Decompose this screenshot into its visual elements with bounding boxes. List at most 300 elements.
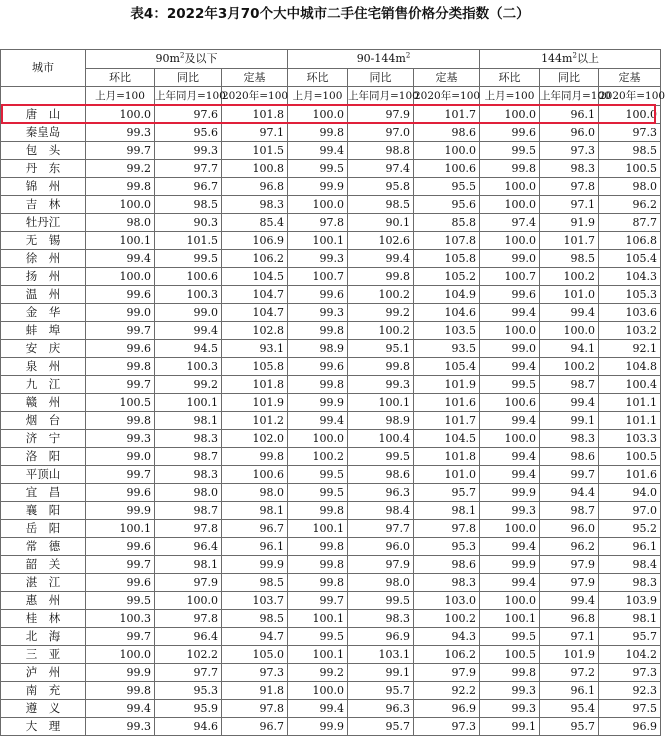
index-value: 98.3 bbox=[348, 610, 414, 628]
index-value: 97.8 bbox=[155, 520, 222, 538]
index-value: 98.3 bbox=[155, 466, 222, 484]
sub-header: 环比 bbox=[86, 69, 155, 87]
index-value: 94.4 bbox=[540, 484, 599, 502]
index-value: 95.7 bbox=[540, 718, 599, 736]
index-value: 99.1 bbox=[348, 664, 414, 682]
index-value: 99.1 bbox=[480, 718, 540, 736]
index-value: 101.2 bbox=[222, 412, 288, 430]
index-value: 97.4 bbox=[348, 160, 414, 178]
index-value: 98.3 bbox=[540, 430, 599, 448]
base-header: 2020年=100 bbox=[222, 87, 288, 106]
index-value: 101.7 bbox=[414, 412, 480, 430]
group-header-medium: $90-144m^2$ bbox=[288, 50, 480, 69]
table-row bbox=[1, 106, 661, 124]
index-value: 100.0 bbox=[86, 268, 155, 286]
index-value: 106.8 bbox=[599, 232, 661, 250]
index-value: 100.6 bbox=[155, 268, 222, 286]
index-value: 100.0 bbox=[288, 106, 348, 124]
index-value: 99.1 bbox=[540, 412, 599, 430]
index-value: 99.3 bbox=[480, 502, 540, 520]
index-value: 95.5 bbox=[414, 178, 480, 196]
index-value: 99.4 bbox=[540, 394, 599, 412]
city-name: 北 海 bbox=[1, 628, 86, 646]
index-value: 97.9 bbox=[348, 106, 414, 124]
index-value: 95.6 bbox=[414, 196, 480, 214]
index-value: 99.0 bbox=[155, 304, 222, 322]
city-name: 牡丹江 bbox=[1, 214, 86, 232]
index-value: 100.0 bbox=[480, 592, 540, 610]
index-value: 99.4 bbox=[348, 250, 414, 268]
table-row bbox=[1, 448, 661, 466]
index-value: 96.4 bbox=[155, 628, 222, 646]
table-row bbox=[1, 574, 661, 592]
index-value: 103.3 bbox=[599, 430, 661, 448]
table-row bbox=[1, 682, 661, 700]
header-row-base bbox=[1, 87, 661, 106]
index-value: 99.4 bbox=[155, 322, 222, 340]
city-name: 扬 州 bbox=[1, 268, 86, 286]
index-value: 104.9 bbox=[414, 286, 480, 304]
index-value: 99.8 bbox=[288, 322, 348, 340]
table-row bbox=[1, 628, 661, 646]
index-value: 98.3 bbox=[599, 574, 661, 592]
table-row bbox=[1, 304, 661, 322]
index-value: 100.1 bbox=[480, 610, 540, 628]
index-value: 95.8 bbox=[348, 178, 414, 196]
index-value: 95.7 bbox=[599, 628, 661, 646]
index-value: 99.8 bbox=[86, 358, 155, 376]
table-row bbox=[1, 286, 661, 304]
city-name: 济 宁 bbox=[1, 430, 86, 448]
city-name: 锦 州 bbox=[1, 178, 86, 196]
city-name: 韶 关 bbox=[1, 556, 86, 574]
header-row-groups bbox=[1, 50, 661, 69]
index-value: 99.6 bbox=[86, 286, 155, 304]
index-value: 91.9 bbox=[540, 214, 599, 232]
index-value: 96.1 bbox=[599, 538, 661, 556]
index-value: 96.3 bbox=[348, 484, 414, 502]
index-value: 98.7 bbox=[540, 502, 599, 520]
index-value: 99.8 bbox=[288, 556, 348, 574]
table-row bbox=[1, 412, 661, 430]
index-value: 101.7 bbox=[540, 232, 599, 250]
city-name: 南 充 bbox=[1, 682, 86, 700]
index-value: 99.0 bbox=[480, 250, 540, 268]
index-value: 99.8 bbox=[348, 268, 414, 286]
index-value: 97.3 bbox=[599, 124, 661, 142]
index-value: 98.6 bbox=[540, 448, 599, 466]
index-value: 104.2 bbox=[599, 646, 661, 664]
city-name: 安 庆 bbox=[1, 340, 86, 358]
index-value: 99.8 bbox=[288, 502, 348, 520]
index-value: 99.4 bbox=[480, 304, 540, 322]
index-value: 100.0 bbox=[155, 592, 222, 610]
index-value: 99.4 bbox=[86, 700, 155, 718]
index-value: 100.1 bbox=[86, 520, 155, 538]
group-header-large: $144m^2$以上 bbox=[480, 50, 661, 69]
index-value: 99.3 bbox=[348, 376, 414, 394]
index-value: 100.4 bbox=[348, 430, 414, 448]
index-value: 99.3 bbox=[480, 682, 540, 700]
index-value: 96.8 bbox=[222, 178, 288, 196]
city-name: 大 理 bbox=[1, 718, 86, 736]
index-value: 100.0 bbox=[288, 430, 348, 448]
table-row bbox=[1, 394, 661, 412]
index-value: 97.8 bbox=[414, 520, 480, 538]
index-value: 99.2 bbox=[155, 376, 222, 394]
index-value: 96.2 bbox=[599, 196, 661, 214]
table-row bbox=[1, 232, 661, 250]
index-value: 98.5 bbox=[540, 250, 599, 268]
index-value: 97.3 bbox=[540, 142, 599, 160]
index-value: 100.6 bbox=[222, 466, 288, 484]
table-row bbox=[1, 358, 661, 376]
base-header: 2020年=100 bbox=[414, 87, 480, 106]
index-value: 100.3 bbox=[155, 358, 222, 376]
index-value: 99.8 bbox=[480, 160, 540, 178]
index-value: 97.1 bbox=[540, 196, 599, 214]
index-value: 93.1 bbox=[222, 340, 288, 358]
city-column-header: 城市 bbox=[1, 50, 86, 87]
index-value: 98.5 bbox=[599, 142, 661, 160]
index-value: 99.4 bbox=[540, 304, 599, 322]
index-value: 107.8 bbox=[414, 232, 480, 250]
index-value: 95.1 bbox=[348, 340, 414, 358]
index-value: 106.2 bbox=[222, 250, 288, 268]
index-value: 98.0 bbox=[155, 484, 222, 502]
index-value: 97.6 bbox=[155, 106, 222, 124]
city-name: 惠 州 bbox=[1, 592, 86, 610]
index-value: 97.7 bbox=[348, 520, 414, 538]
index-value: 97.3 bbox=[222, 664, 288, 682]
city-name: 金 华 bbox=[1, 304, 86, 322]
index-value: 98.0 bbox=[599, 178, 661, 196]
index-value: 99.4 bbox=[480, 358, 540, 376]
city-name: 洛 阳 bbox=[1, 448, 86, 466]
index-value: 104.3 bbox=[599, 268, 661, 286]
index-value: 90.3 bbox=[155, 214, 222, 232]
index-value: 100.7 bbox=[288, 268, 348, 286]
index-value: 99.4 bbox=[288, 700, 348, 718]
city-name: 无 锡 bbox=[1, 232, 86, 250]
index-value: 98.1 bbox=[222, 502, 288, 520]
index-value: 98.4 bbox=[348, 502, 414, 520]
index-value: 96.2 bbox=[540, 538, 599, 556]
index-value: 104.6 bbox=[414, 304, 480, 322]
index-value: 100.3 bbox=[155, 286, 222, 304]
index-value: 98.9 bbox=[348, 412, 414, 430]
index-value: 99.5 bbox=[480, 376, 540, 394]
index-value: 100.1 bbox=[86, 232, 155, 250]
index-value: 96.0 bbox=[348, 538, 414, 556]
index-value: 100.1 bbox=[288, 232, 348, 250]
index-value: 97.9 bbox=[540, 574, 599, 592]
table-row bbox=[1, 340, 661, 358]
index-value: 96.1 bbox=[222, 538, 288, 556]
index-value: 97.7 bbox=[155, 664, 222, 682]
index-value: 100.2 bbox=[348, 322, 414, 340]
index-value: 99.8 bbox=[348, 358, 414, 376]
index-value: 100.0 bbox=[480, 196, 540, 214]
index-value: 99.5 bbox=[86, 592, 155, 610]
index-value: 99.2 bbox=[86, 160, 155, 178]
index-value: 99.9 bbox=[480, 556, 540, 574]
index-value: 99.6 bbox=[288, 286, 348, 304]
index-value: 99.5 bbox=[288, 466, 348, 484]
index-value: 101.8 bbox=[222, 376, 288, 394]
index-value: 98.6 bbox=[414, 124, 480, 142]
index-value: 100.3 bbox=[86, 610, 155, 628]
index-value: 87.7 bbox=[599, 214, 661, 232]
index-value: 97.0 bbox=[599, 502, 661, 520]
index-value: 97.9 bbox=[540, 556, 599, 574]
index-value: 99.4 bbox=[288, 142, 348, 160]
index-value: 99.8 bbox=[86, 682, 155, 700]
index-value: 96.0 bbox=[540, 124, 599, 142]
city-name: 常 德 bbox=[1, 538, 86, 556]
index-value: 99.5 bbox=[480, 628, 540, 646]
index-value: 99.4 bbox=[480, 448, 540, 466]
index-value: 100.0 bbox=[86, 196, 155, 214]
index-value: 103.5 bbox=[414, 322, 480, 340]
index-value: 105.8 bbox=[222, 358, 288, 376]
index-value: 99.4 bbox=[480, 466, 540, 484]
index-value: 101.1 bbox=[599, 394, 661, 412]
index-value: 97.9 bbox=[155, 574, 222, 592]
index-value: 100.7 bbox=[480, 268, 540, 286]
index-value: 99.7 bbox=[540, 466, 599, 484]
index-value: 99.7 bbox=[86, 466, 155, 484]
city-name: 襄 阳 bbox=[1, 502, 86, 520]
index-value: 105.0 bbox=[222, 646, 288, 664]
index-value: 99.8 bbox=[222, 448, 288, 466]
index-value: 98.7 bbox=[155, 502, 222, 520]
base-header: 上年同月=100 bbox=[155, 87, 222, 106]
index-value: 85.4 bbox=[222, 214, 288, 232]
index-value: 97.5 bbox=[599, 700, 661, 718]
index-value: 100.2 bbox=[540, 268, 599, 286]
index-value: 101.7 bbox=[414, 106, 480, 124]
city-name: 岳 阳 bbox=[1, 520, 86, 538]
index-value: 98.8 bbox=[348, 142, 414, 160]
city-name: 烟 台 bbox=[1, 412, 86, 430]
index-value: 97.3 bbox=[414, 718, 480, 736]
table-row bbox=[1, 124, 661, 142]
index-value: 98.1 bbox=[155, 412, 222, 430]
index-value: 105.3 bbox=[599, 286, 661, 304]
index-value: 99.8 bbox=[288, 124, 348, 142]
index-value: 99.8 bbox=[480, 664, 540, 682]
city-name: 遵 义 bbox=[1, 700, 86, 718]
index-value: 98.3 bbox=[540, 160, 599, 178]
city-name: 包 头 bbox=[1, 142, 86, 160]
index-value: 102.6 bbox=[348, 232, 414, 250]
index-value: 100.0 bbox=[599, 106, 661, 124]
index-value: 104.7 bbox=[222, 286, 288, 304]
index-value: 96.0 bbox=[540, 520, 599, 538]
city-name: 丹 东 bbox=[1, 160, 86, 178]
index-value: 99.3 bbox=[86, 430, 155, 448]
index-value: 98.9 bbox=[288, 340, 348, 358]
index-value: 99.5 bbox=[288, 484, 348, 502]
table-row bbox=[1, 556, 661, 574]
index-value: 99.7 bbox=[86, 556, 155, 574]
index-value: 102.0 bbox=[222, 430, 288, 448]
table-row bbox=[1, 700, 661, 718]
index-value: 99.4 bbox=[480, 574, 540, 592]
index-value: 96.3 bbox=[348, 700, 414, 718]
table-row bbox=[1, 646, 661, 664]
index-value: 100.2 bbox=[348, 286, 414, 304]
base-header: 上月=100 bbox=[86, 87, 155, 106]
index-value: 101.6 bbox=[599, 466, 661, 484]
index-value: 100.5 bbox=[480, 646, 540, 664]
index-value: 97.0 bbox=[348, 124, 414, 142]
index-value: 96.1 bbox=[540, 106, 599, 124]
table-row bbox=[1, 430, 661, 448]
index-value: 105.2 bbox=[414, 268, 480, 286]
index-value: 101.0 bbox=[540, 286, 599, 304]
index-value: 106.9 bbox=[222, 232, 288, 250]
index-value: 100.0 bbox=[86, 646, 155, 664]
sub-header: 定基 bbox=[599, 69, 661, 87]
index-value: 99.9 bbox=[222, 556, 288, 574]
city-name: 吉 林 bbox=[1, 196, 86, 214]
index-value: 104.5 bbox=[414, 430, 480, 448]
table-row bbox=[1, 196, 661, 214]
sub-header: 同比 bbox=[155, 69, 222, 87]
index-value: 92.2 bbox=[414, 682, 480, 700]
index-value: 101.9 bbox=[540, 646, 599, 664]
index-value: 98.1 bbox=[599, 610, 661, 628]
index-value: 98.0 bbox=[86, 214, 155, 232]
city-name: 唐 山 bbox=[1, 106, 86, 124]
base-header: 上年同月=100 bbox=[348, 87, 414, 106]
index-value: 98.5 bbox=[222, 610, 288, 628]
index-value: 99.8 bbox=[86, 178, 155, 196]
sub-header: 同比 bbox=[540, 69, 599, 87]
index-value: 100.0 bbox=[288, 682, 348, 700]
index-value: 104.8 bbox=[599, 358, 661, 376]
index-value: 100.2 bbox=[540, 358, 599, 376]
index-value: 100.0 bbox=[480, 430, 540, 448]
price-index-table bbox=[0, 49, 665, 736]
city-name: 湛 江 bbox=[1, 574, 86, 592]
table-title: 表4：2022年3月70个大中城市二手住宅销售价格分类指数（二） bbox=[130, 6, 530, 22]
index-value: 100.0 bbox=[480, 178, 540, 196]
index-value: 101.8 bbox=[414, 448, 480, 466]
table-body bbox=[1, 106, 661, 736]
index-value: 102.8 bbox=[222, 322, 288, 340]
table-row bbox=[1, 664, 661, 682]
index-value: 100.0 bbox=[480, 322, 540, 340]
index-value: 99.3 bbox=[86, 124, 155, 142]
index-value: 104.5 bbox=[222, 268, 288, 286]
index-value: 97.8 bbox=[288, 214, 348, 232]
index-value: 96.9 bbox=[414, 700, 480, 718]
index-value: 100.1 bbox=[288, 520, 348, 538]
table-row bbox=[1, 160, 661, 178]
index-value: 94.3 bbox=[414, 628, 480, 646]
table-row bbox=[1, 520, 661, 538]
index-value: 100.2 bbox=[414, 610, 480, 628]
index-value: 98.6 bbox=[348, 466, 414, 484]
index-value: 95.3 bbox=[155, 682, 222, 700]
index-value: 97.3 bbox=[599, 664, 661, 682]
index-value: 99.7 bbox=[86, 628, 155, 646]
base-header: 2020年=100 bbox=[599, 87, 661, 106]
index-value: 100.2 bbox=[288, 448, 348, 466]
index-value: 103.7 bbox=[222, 592, 288, 610]
index-value: 101.8 bbox=[222, 106, 288, 124]
index-value: 98.1 bbox=[155, 556, 222, 574]
index-value: 100.0 bbox=[540, 322, 599, 340]
index-value: 97.9 bbox=[414, 664, 480, 682]
index-value: 99.5 bbox=[348, 448, 414, 466]
index-value: 99.3 bbox=[480, 700, 540, 718]
index-value: 99.6 bbox=[86, 340, 155, 358]
index-value: 99.4 bbox=[86, 250, 155, 268]
city-name: 泸 州 bbox=[1, 664, 86, 682]
sub-header: 同比 bbox=[348, 69, 414, 87]
index-value: 95.6 bbox=[155, 124, 222, 142]
index-value: 99.9 bbox=[288, 178, 348, 196]
index-value: 100.5 bbox=[599, 160, 661, 178]
index-value: 100.1 bbox=[288, 610, 348, 628]
index-value: 94.0 bbox=[599, 484, 661, 502]
index-value: 91.8 bbox=[222, 682, 288, 700]
table-row bbox=[1, 142, 661, 160]
index-value: 99.7 bbox=[86, 376, 155, 394]
index-value: 99.0 bbox=[86, 448, 155, 466]
index-value: 101.0 bbox=[414, 466, 480, 484]
sub-header: 定基 bbox=[222, 69, 288, 87]
index-value: 101.5 bbox=[155, 232, 222, 250]
table-row bbox=[1, 376, 661, 394]
index-value: 95.7 bbox=[414, 484, 480, 502]
city-name: 徐 州 bbox=[1, 250, 86, 268]
table-row bbox=[1, 718, 661, 736]
index-value: 96.7 bbox=[155, 178, 222, 196]
index-value: 106.2 bbox=[414, 646, 480, 664]
index-value: 95.7 bbox=[348, 682, 414, 700]
index-value: 96.1 bbox=[540, 682, 599, 700]
index-value: 98.3 bbox=[222, 196, 288, 214]
index-value: 99.3 bbox=[288, 250, 348, 268]
index-value: 100.6 bbox=[480, 394, 540, 412]
index-value: 97.2 bbox=[540, 664, 599, 682]
index-value: 97.9 bbox=[348, 556, 414, 574]
index-value: 103.9 bbox=[599, 592, 661, 610]
index-value: 85.8 bbox=[414, 214, 480, 232]
index-value: 97.8 bbox=[222, 700, 288, 718]
index-value: 103.2 bbox=[599, 322, 661, 340]
index-value: 99.3 bbox=[288, 304, 348, 322]
index-value: 98.4 bbox=[599, 556, 661, 574]
index-value: 100.1 bbox=[155, 394, 222, 412]
index-value: 98.1 bbox=[414, 502, 480, 520]
table-row bbox=[1, 538, 661, 556]
table-row bbox=[1, 214, 661, 232]
index-value: 99.9 bbox=[480, 484, 540, 502]
table-row bbox=[1, 484, 661, 502]
table-row bbox=[1, 178, 661, 196]
index-value: 105.4 bbox=[414, 358, 480, 376]
index-value: 99.6 bbox=[288, 358, 348, 376]
index-value: 99.6 bbox=[480, 124, 540, 142]
index-value: 100.5 bbox=[86, 394, 155, 412]
table-row bbox=[1, 322, 661, 340]
